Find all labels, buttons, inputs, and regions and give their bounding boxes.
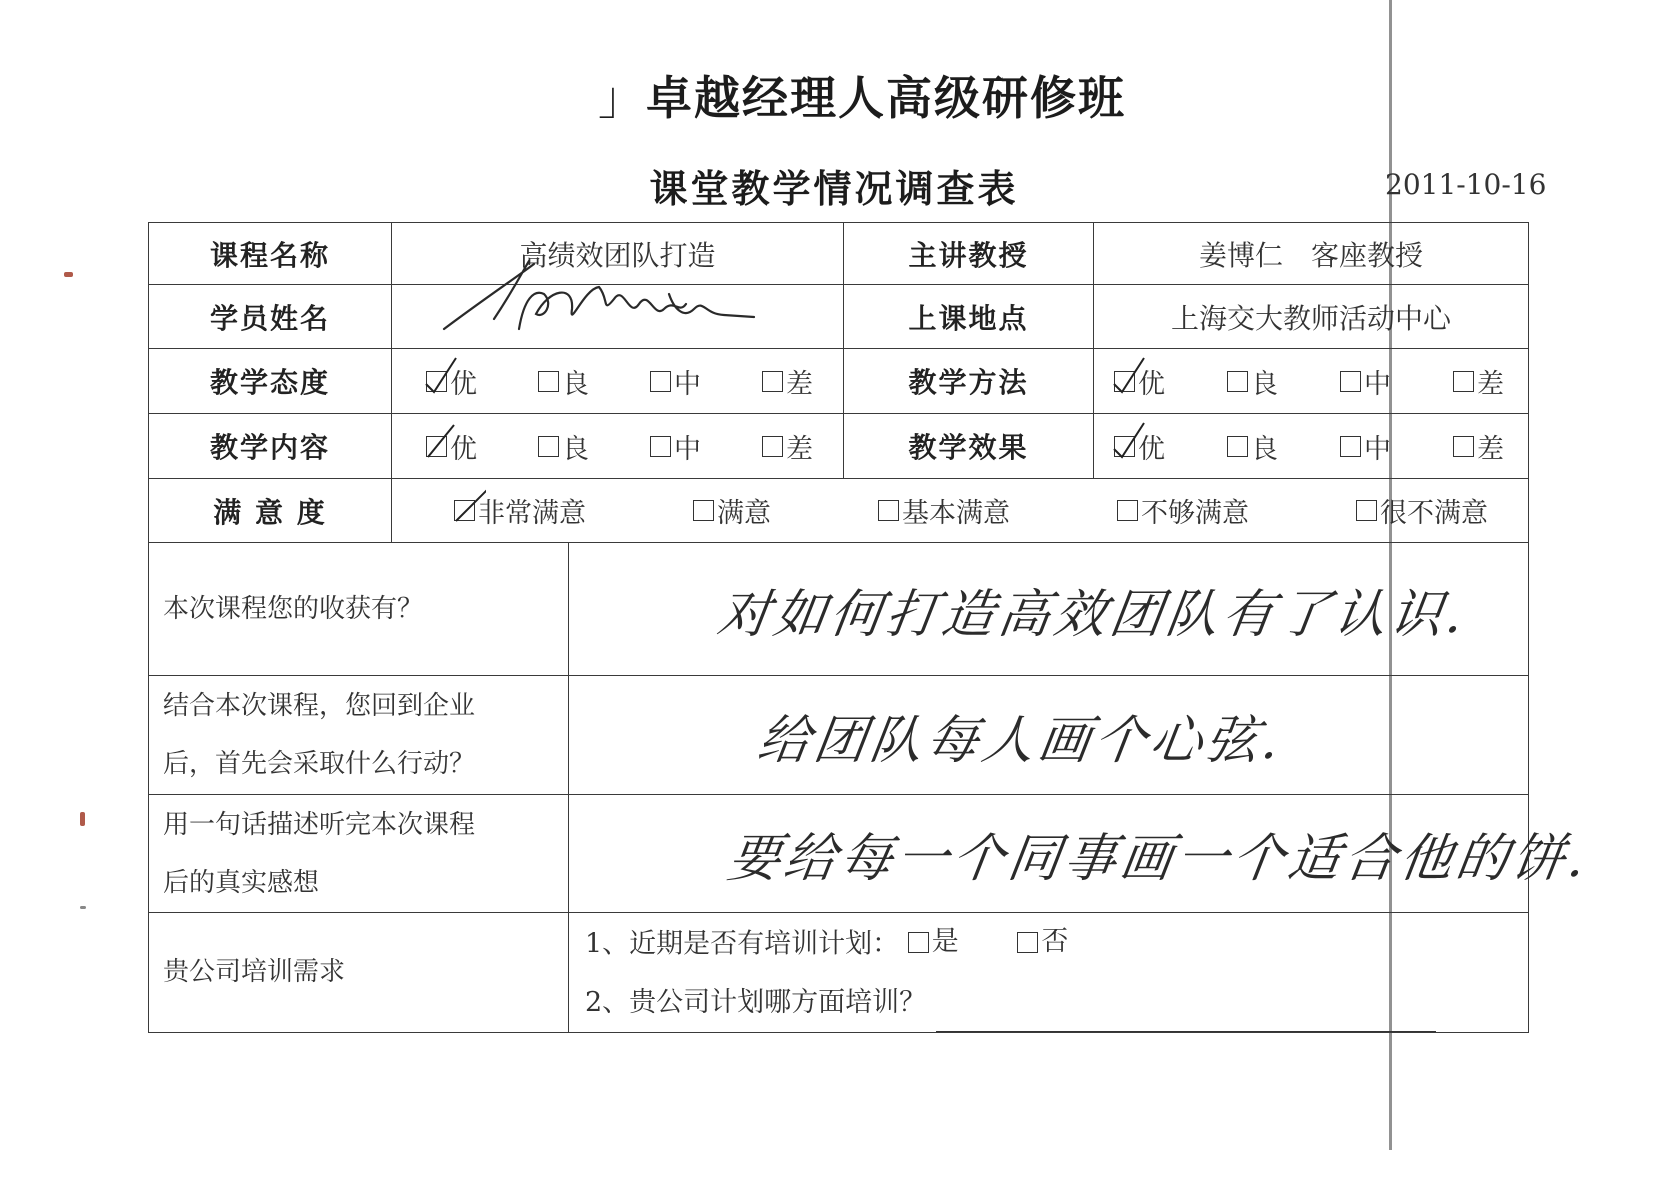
teaching-content-options bbox=[392, 414, 844, 479]
checkbox-checked[interactable] bbox=[1114, 371, 1135, 392]
teaching-attitude-label: 教学态度 bbox=[149, 349, 392, 414]
option-good[interactable]: 良 bbox=[1227, 427, 1278, 466]
checkbox-checked[interactable] bbox=[426, 436, 447, 457]
course-name-label: 课程名称 bbox=[149, 223, 392, 285]
checkbox-checked[interactable] bbox=[1114, 436, 1135, 457]
feeling-question-line1: 用一句话描述听完本次课程 bbox=[163, 809, 476, 840]
action-question-line1: 结合本次课程，您回到企业 bbox=[163, 691, 476, 721]
teaching-effect-options bbox=[1094, 414, 1529, 479]
action-answer-handwriting: 给团队每人画个心弦. bbox=[754, 710, 1287, 771]
checkbox[interactable] bbox=[1340, 436, 1361, 457]
option-yes[interactable]: 是 bbox=[908, 913, 959, 971]
option-excellent[interactable]: 优 bbox=[426, 362, 477, 401]
teaching-content-label: 教学内容 bbox=[149, 414, 392, 479]
table-row bbox=[149, 676, 1529, 795]
check-mark-icon bbox=[1112, 354, 1146, 398]
option-not-satisfied-enough[interactable]: 不够满意 bbox=[1117, 491, 1249, 530]
table-row bbox=[149, 223, 1529, 285]
scan-speck bbox=[80, 906, 86, 909]
title-text: 卓越经理人高级研修班 bbox=[646, 71, 1126, 125]
feeling-answer-handwriting: 要给每一个同事画一个适合他的饼. bbox=[724, 829, 1593, 889]
checkbox[interactable] bbox=[908, 932, 929, 953]
checkbox[interactable] bbox=[1453, 371, 1474, 392]
location-label: 上课地点 bbox=[844, 285, 1094, 349]
action-question bbox=[149, 676, 569, 795]
checkbox-checked[interactable] bbox=[454, 500, 475, 521]
table-row bbox=[149, 349, 1529, 414]
form-date: 2011-10-16 bbox=[1385, 168, 1547, 201]
checkbox[interactable] bbox=[1356, 500, 1377, 521]
option-basically-satisfied[interactable]: 基本满意 bbox=[878, 491, 1010, 530]
handwritten-signature bbox=[424, 259, 784, 349]
option-satisfied[interactable]: 满意 bbox=[693, 491, 771, 530]
feeling-answer-cell[interactable] bbox=[569, 795, 1593, 913]
action-question-line2: 后，首先会采取什么行动？ bbox=[163, 749, 476, 779]
check-mark-icon bbox=[424, 354, 458, 398]
teaching-method-label: 教学方法 bbox=[844, 349, 1094, 414]
checkbox[interactable] bbox=[650, 371, 671, 392]
feeling-question-line2: 后的真实感想 bbox=[163, 867, 320, 898]
checkbox[interactable] bbox=[693, 500, 714, 521]
training-area-line: 2、贵公司计划哪方面培训？ bbox=[569, 974, 1528, 1032]
option-poor[interactable]: 差 bbox=[762, 427, 813, 466]
training-plan-line: 1、近期是否有培训计划： 是 否 bbox=[569, 913, 1528, 974]
checkbox[interactable] bbox=[878, 500, 899, 521]
teaching-method-options bbox=[1094, 349, 1529, 414]
satisfaction-label: 满 意 度 bbox=[149, 479, 392, 543]
action-answer-cell[interactable] bbox=[569, 676, 1529, 795]
option-good[interactable]: 良 bbox=[538, 362, 589, 401]
scan-speck bbox=[64, 272, 73, 277]
scan-speck bbox=[80, 812, 85, 826]
option-medium[interactable]: 中 bbox=[650, 427, 701, 466]
checkbox[interactable] bbox=[1117, 500, 1138, 521]
checkbox[interactable] bbox=[538, 436, 559, 457]
training-needs-label: 贵公司培训需求 bbox=[149, 913, 569, 1033]
course-name-value: 高绩效团队打造 bbox=[392, 223, 844, 285]
option-good[interactable]: 良 bbox=[538, 427, 589, 466]
lecturer-label: 主讲教授 bbox=[844, 223, 1094, 285]
table-row bbox=[149, 479, 1529, 543]
training-needs-cell bbox=[569, 913, 1529, 1033]
title-prefix-mark: 」 bbox=[598, 71, 646, 125]
student-name-label: 学员姓名 bbox=[149, 285, 392, 349]
location-value: 上海交大教师活动中心 bbox=[1094, 285, 1529, 349]
gain-answer-handwriting: 对如何打造高效团队有了认识. bbox=[714, 584, 1471, 645]
option-medium[interactable]: 中 bbox=[650, 362, 701, 401]
student-signature-cell[interactable] bbox=[392, 285, 844, 349]
survey-table bbox=[148, 222, 1593, 1033]
checkbox[interactable] bbox=[762, 371, 783, 392]
checkbox[interactable] bbox=[1227, 371, 1248, 392]
gain-question: 本次课程您的收获有？ bbox=[149, 543, 569, 676]
gain-answer-cell[interactable] bbox=[569, 543, 1529, 676]
option-medium[interactable]: 中 bbox=[1340, 362, 1391, 401]
table-row bbox=[149, 913, 1529, 1033]
option-poor[interactable]: 差 bbox=[1453, 427, 1504, 466]
document-title bbox=[0, 62, 1654, 128]
option-good[interactable]: 良 bbox=[1227, 362, 1278, 401]
option-excellent[interactable]: 优 bbox=[426, 427, 477, 466]
check-mark-icon bbox=[452, 483, 486, 527]
table-row bbox=[149, 414, 1529, 479]
option-medium[interactable]: 中 bbox=[1340, 427, 1391, 466]
feeling-question bbox=[149, 795, 569, 913]
table-row bbox=[149, 795, 1529, 913]
checkbox[interactable] bbox=[650, 436, 671, 457]
lecturer-value: 姜博仁 客座教授 bbox=[1094, 223, 1529, 285]
satisfaction-options bbox=[392, 479, 1529, 543]
option-excellent[interactable]: 优 bbox=[1114, 427, 1165, 466]
checkbox[interactable] bbox=[538, 371, 559, 392]
option-excellent[interactable]: 优 bbox=[1114, 362, 1165, 401]
option-poor[interactable]: 差 bbox=[762, 362, 813, 401]
teaching-effect-label: 教学效果 bbox=[844, 414, 1094, 479]
checkbox[interactable] bbox=[1340, 371, 1361, 392]
checkbox[interactable] bbox=[1453, 436, 1474, 457]
form-subtitle: 课堂教学情况调查表 bbox=[649, 167, 1019, 211]
option-very-satisfied[interactable]: 非常满意 bbox=[454, 491, 586, 530]
training-area-blank[interactable] bbox=[936, 1030, 1436, 1032]
table-row bbox=[149, 543, 1529, 676]
checkbox[interactable] bbox=[1017, 932, 1038, 953]
checkbox-checked[interactable] bbox=[426, 371, 447, 392]
option-no[interactable]: 否 bbox=[1017, 913, 1068, 971]
option-very-unsatisfied[interactable]: 很不满意 bbox=[1356, 491, 1488, 530]
check-mark-icon bbox=[1112, 419, 1146, 463]
table-row bbox=[149, 285, 1529, 349]
teaching-attitude-options bbox=[392, 349, 844, 414]
checkbox[interactable] bbox=[762, 436, 783, 457]
check-mark-icon bbox=[424, 419, 458, 463]
option-poor[interactable]: 差 bbox=[1453, 362, 1504, 401]
checkbox[interactable] bbox=[1227, 436, 1248, 457]
